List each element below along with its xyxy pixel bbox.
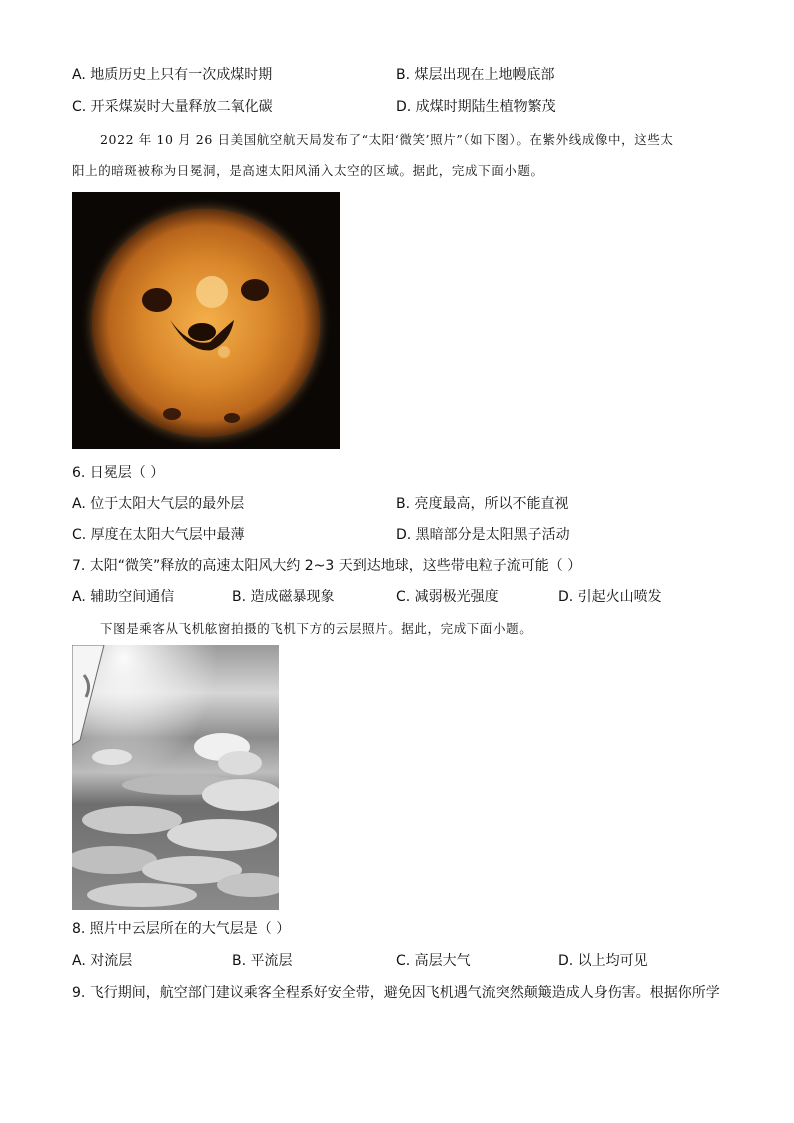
cloud-layer-photo <box>72 645 279 910</box>
q5-option-a: A. 地质历史上只有一次成煤时期 <box>72 67 273 83</box>
q7-option-a: A. 辅助空间通信 <box>72 589 175 605</box>
passage1-line2: 阳上的暗斑被称为日冕洞，是高速太阳风涌入太空的区域。据此，完成下面小题。 <box>72 163 544 178</box>
passage2-line1: 下图是乘客从飞机舷窗拍摄的飞机下方的云层照片。据此，完成下面小题。 <box>100 621 533 636</box>
q7-option-c: C. 减弱极光强度 <box>396 589 499 605</box>
q5-option-b: B. 煤层出现在上地幔底部 <box>396 67 555 83</box>
q5-option-c: C. 开采煤炭时大量释放二氧化碳 <box>72 99 273 115</box>
q8-option-b: B. 平流层 <box>232 953 293 969</box>
q7-option-b: B. 造成磁暴现象 <box>232 589 335 605</box>
passage1-line1: 2022 年 10 月 26 日美国航空航天局发布了“太阳‘微笑’照片”（如下图）。在紫外线成像中，这些太 <box>100 132 674 147</box>
q6-option-b: B. 亮度最高，所以不能直视 <box>396 496 569 512</box>
q8-option-d: D. 以上均可见 <box>558 953 648 969</box>
q7-option-d: D. 引起火山喷发 <box>558 589 662 605</box>
q6-option-d: D. 黑暗部分是太阳黑子活动 <box>396 527 570 543</box>
q5-option-d: D. 成煤时期陆生植物繁茂 <box>396 99 556 115</box>
q8-option-c: C. 高层大气 <box>396 953 471 969</box>
q7-stem: 7. 太阳“微笑”释放的高速太阳风大约 2~3 天到达地球，这些带电粒子流可能（ ） <box>72 558 582 574</box>
sun-smile-photo <box>72 192 340 449</box>
q9-stem: 9. 飞行期间，航空部门建议乘客全程系好安全带，避免因飞机遇气流突然颠簸造成人身伤害。根据你所学 <box>72 985 720 1001</box>
q6-stem: 6. 日冕层（ ） <box>72 465 165 481</box>
q6-option-a: A. 位于太阳大气层的最外层 <box>72 496 245 512</box>
q8-stem: 8. 照片中云层所在的大气层是（ ） <box>72 921 291 937</box>
q6-option-c: C. 厚度在太阳大气层中最薄 <box>72 527 245 543</box>
q8-option-a: A. 对流层 <box>72 953 133 969</box>
